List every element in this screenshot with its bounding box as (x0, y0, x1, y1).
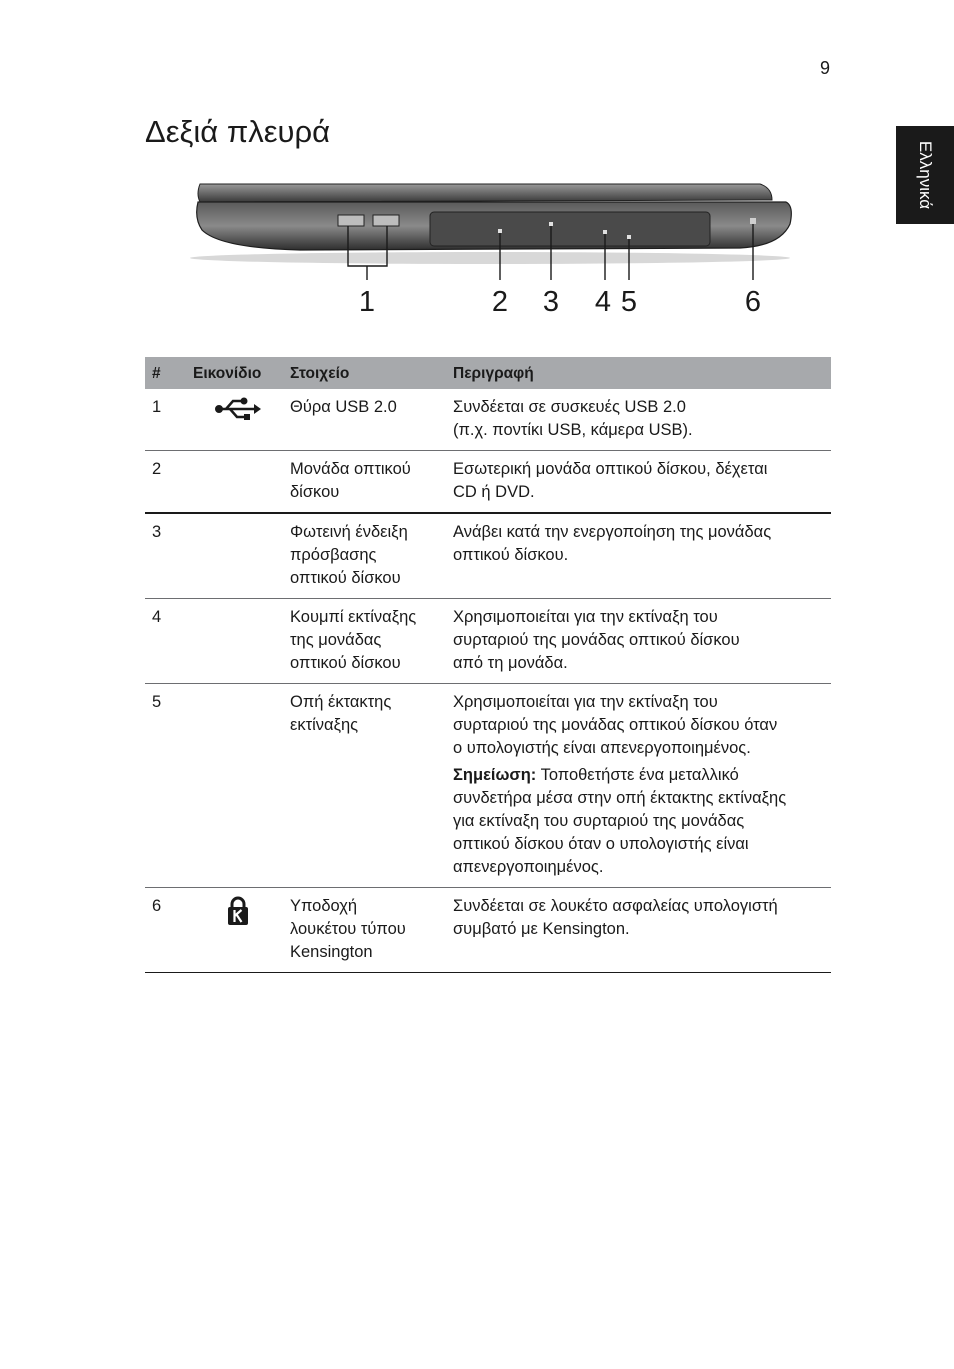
kensington-lock-icon (225, 895, 251, 927)
row-icon (189, 513, 286, 599)
row-icon (189, 451, 286, 514)
item-line: Μονάδα οπτικού (290, 460, 411, 478)
row-icon (189, 888, 286, 973)
callout-4: 4 (594, 286, 612, 318)
row-number: 1 (145, 389, 189, 451)
item-line: πρόσβασης (290, 546, 377, 564)
note-line: απενεργοποιημένος. (453, 858, 604, 876)
note-line: συνδετήρα μέσα στην οπή έκτακτης εκτίναξης (453, 789, 787, 807)
row-description (449, 451, 831, 514)
item-line: Φωτεινή ένδειξη (290, 523, 408, 541)
row-item (286, 389, 449, 451)
row-item (286, 451, 449, 514)
item-line: οπτικού δίσκου (290, 654, 401, 672)
table-row (145, 684, 831, 888)
callout-1: 1 (358, 286, 376, 318)
note-line (453, 764, 827, 787)
row-description (449, 389, 831, 451)
table-row (145, 513, 831, 599)
laptop-right-side-figure (180, 168, 820, 328)
note-text: Τοποθετήστε ένα μεταλλικό (540, 766, 739, 784)
item-line: εκτίναξης (290, 716, 359, 734)
table-row (145, 599, 831, 684)
callout-3: 3 (542, 286, 560, 318)
row-icon (189, 684, 286, 888)
row-item (286, 513, 449, 599)
description-line: συρταριού της μονάδας οπτικού δίσκου (453, 631, 740, 649)
language-tab-label: Ελληνικά (916, 140, 935, 210)
table-row (145, 451, 831, 514)
row-description (449, 599, 831, 684)
callout-2: 2 (491, 286, 509, 318)
header-icon: Εικονίδιο (189, 357, 286, 389)
row-number: 5 (145, 684, 189, 888)
language-tab (896, 126, 954, 224)
description-line: Χρησιμοποιείται για την εκτίναξη του (453, 608, 718, 626)
header-description: Περιγραφή (449, 357, 831, 389)
row-item (286, 888, 449, 973)
description-line: Χρησιμοποιείται για την εκτίναξη του (453, 693, 718, 711)
description-line: οπτικού δίσκου. (453, 546, 569, 564)
description-line: συρταριού της μονάδας οπτικού δίσκου όταν (453, 716, 778, 734)
callout-6: 6 (744, 286, 762, 318)
description-line: συμβατό με Kensington. (453, 920, 630, 938)
item-line: Οπή έκτακτης (290, 693, 392, 711)
row-number: 4 (145, 599, 189, 684)
row-number: 2 (145, 451, 189, 514)
note-paragraph (453, 764, 827, 879)
table-header-row (145, 357, 831, 389)
description-line: Εσωτερική μονάδα οπτικού δίσκου, δέχεται (453, 460, 768, 478)
item-line: οπτικού δίσκου (290, 569, 401, 587)
item-line: δίσκου (290, 483, 340, 501)
row-description (449, 513, 831, 599)
description-line: Ανάβει κατά την ενεργοποίηση της μονάδας (453, 523, 772, 541)
ports-table (145, 357, 831, 973)
item-line: Κουμπί εκτίναξης (290, 608, 417, 626)
note-line: οπτικού δίσκου όταν ο υπολογιστής είναι (453, 835, 749, 853)
row-number: 3 (145, 513, 189, 599)
row-description (449, 684, 831, 888)
usb-icon (214, 396, 262, 422)
description-line: ο υπολογιστής είναι απενεργοποιημένος. (453, 739, 751, 757)
header-number: # (145, 357, 189, 389)
note-label: Σημείωση: (453, 766, 537, 784)
row-icon (189, 599, 286, 684)
page-title: Δεξιά πλευρά (145, 114, 331, 149)
note-line: για εκτίναξη του συρταριού της μονάδας (453, 812, 745, 830)
header-item: Στοιχείο (286, 357, 449, 389)
row-item (286, 599, 449, 684)
description-line: (π.χ. ποντίκι USB, κάμερα USB). (453, 421, 693, 439)
item-line: Kensington (290, 943, 373, 961)
row-number: 6 (145, 888, 189, 973)
description-paragraph (453, 691, 827, 760)
table-row (145, 389, 831, 451)
row-item (286, 684, 449, 888)
row-icon (189, 389, 286, 451)
item-line: της μονάδας (290, 631, 382, 649)
description-line: Συνδέεται σε λουκέτο ασφαλείας υπολογιστή (453, 897, 778, 915)
row-description (449, 888, 831, 973)
item-line: Θύρα USB 2.0 (290, 398, 397, 416)
page-number: 9 (819, 58, 830, 78)
table-row (145, 888, 831, 973)
item-line: λουκέτου τύπου (290, 920, 406, 938)
description-line: Συνδέεται σε συσκευές USB 2.0 (453, 398, 686, 416)
description-line: από τη μονάδα. (453, 654, 568, 672)
item-line: Υποδοχή (290, 897, 358, 915)
callout-5: 5 (620, 286, 638, 318)
description-line: CD ή DVD. (453, 483, 535, 501)
